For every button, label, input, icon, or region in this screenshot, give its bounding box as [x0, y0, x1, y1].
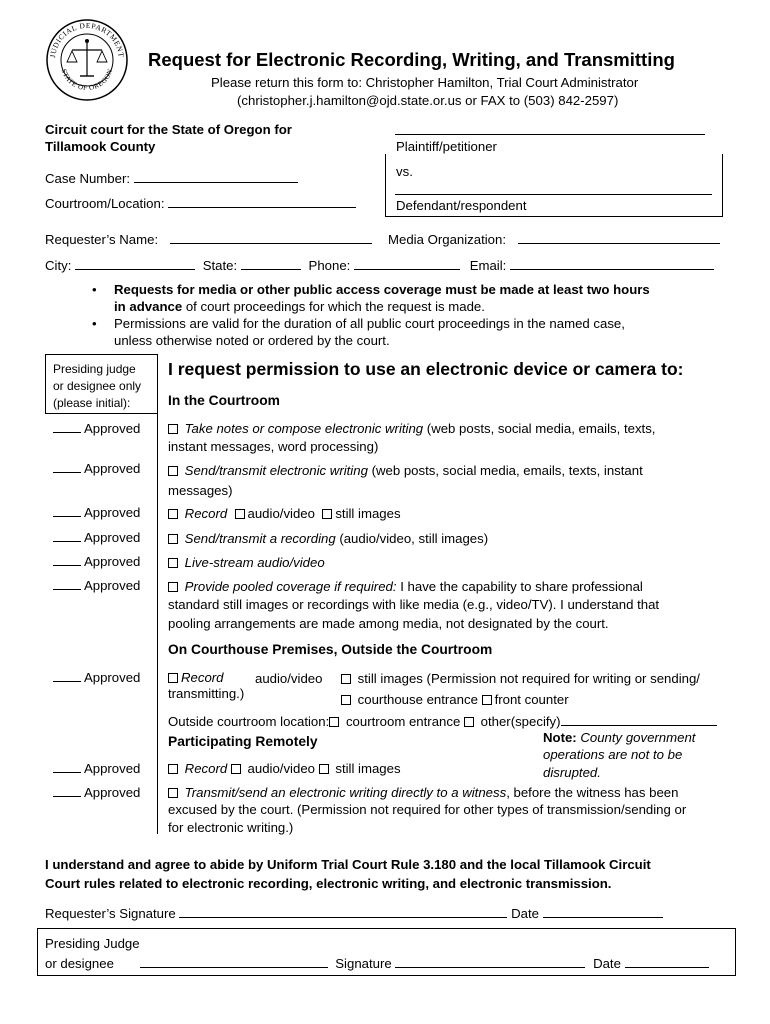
media-org-label: Media Organization: — [388, 232, 507, 247]
checkbox-still-images[interactable] — [341, 674, 351, 684]
row-take-notes-italic: Take notes or compose electronic writing — [184, 421, 424, 436]
approved-p1-blank[interactable] — [53, 670, 81, 682]
approved-r4[interactable] — [53, 530, 140, 545]
phone-label: Phone: — [308, 258, 351, 273]
row-livestream-italic: Live-stream audio/video — [184, 555, 325, 570]
approved-r4-blank[interactable] — [53, 530, 81, 542]
row-take-notes — [168, 421, 655, 436]
courthouse-entrance-text: courthouse entrance — [357, 692, 478, 707]
oregon-judicial-seal — [45, 18, 129, 102]
bullet-1-bold: in advance — [114, 299, 183, 314]
remote-transmit-italic: Transmit/send an electronic writing directly to a witness — [184, 785, 507, 800]
premises-record — [168, 670, 224, 685]
row-pooled-italic: Provide pooled coverage if required: — [184, 579, 397, 594]
pj-signature-label: Signature — [335, 956, 392, 971]
checkbox-courthouse-entrance[interactable] — [341, 695, 351, 705]
approved-label: Approved — [83, 670, 141, 685]
checkbox-courtroom-entrance[interactable] — [329, 717, 339, 727]
state-label: State: — [202, 258, 238, 273]
pj-signature-field[interactable] — [395, 956, 585, 968]
other-specify-text: other(specify) — [480, 714, 561, 729]
approved-r2[interactable] — [53, 461, 140, 476]
plaintiff-line[interactable] — [395, 134, 705, 135]
approved-label: Approved — [83, 785, 141, 800]
bullet-2-line2: unless otherwise noted or ordered by the court. — [114, 333, 390, 348]
requester-name-label: Requester’s Name: — [45, 232, 159, 247]
row-pooled — [168, 579, 643, 594]
checkbox[interactable] — [168, 764, 178, 774]
row-record-still: still images — [335, 506, 401, 521]
requester-signature-label: Requester’s Signature — [45, 906, 176, 921]
pj-name-field[interactable] — [140, 956, 328, 968]
contact-info: (christopher.j.hamilton@ojd.state.or.us or FAX to (503) 842-2597) — [237, 93, 619, 108]
judge-col-l2: or designee only — [53, 379, 142, 393]
row-send-recording-rest: (audio/video, still images) — [335, 531, 489, 546]
approved-r6[interactable] — [53, 578, 140, 593]
judge-col-l1: Presiding judge — [53, 362, 136, 376]
note-line1 — [543, 730, 695, 745]
media-org-field[interactable] — [518, 232, 720, 244]
city-label: City: — [45, 258, 72, 273]
front-counter-text: front counter — [494, 692, 569, 707]
note-line2: operations are not to be — [543, 747, 683, 762]
case-number-field[interactable] — [134, 171, 298, 183]
court-name-line1: Circuit court for the State of Oregon for — [45, 122, 292, 137]
courtroom-entrance-text: courtroom entrance — [345, 714, 461, 729]
row-record — [168, 506, 401, 521]
phone-field[interactable] — [354, 258, 460, 270]
premises-transmitting: transmitting.) — [168, 686, 245, 701]
approved-rm2-blank[interactable] — [53, 785, 81, 797]
case-number-text: Case Number: — [45, 171, 131, 186]
pj-date-field[interactable] — [625, 956, 709, 968]
checkbox-other[interactable] — [464, 717, 474, 727]
pj-date-label: Date — [593, 956, 621, 971]
approved-rm2[interactable] — [53, 785, 140, 800]
bullet-1-line2 — [114, 299, 485, 314]
column-divider — [157, 354, 158, 834]
email-label: Email: — [469, 258, 507, 273]
checkbox[interactable] — [168, 424, 178, 434]
courtroom-text: Courtroom/Location: — [45, 196, 165, 211]
approved-rm1-blank[interactable] — [53, 761, 81, 773]
pj-label-2 — [45, 956, 709, 971]
checkbox[interactable] — [168, 582, 178, 592]
approved-r5[interactable] — [53, 554, 140, 569]
bullet-1-rest: of court proceedings for which the request is made. — [182, 299, 485, 314]
city-field[interactable] — [75, 258, 195, 270]
requester-name-row — [45, 232, 372, 247]
form-title: Request for Electronic Recording, Writing, and Transmitting — [148, 49, 675, 70]
approved-r3[interactable] — [53, 505, 140, 520]
requester-date-field[interactable] — [543, 906, 663, 918]
parties-box — [385, 154, 723, 217]
note-line3: disrupted. — [543, 765, 601, 780]
pj-designee-text: or designee — [45, 956, 114, 971]
checkbox[interactable] — [168, 788, 178, 798]
premises-still — [341, 671, 700, 686]
remote-av: audio/video — [247, 761, 315, 776]
bullet-2-line1: Permissions are valid for the duration of all public court proceedings in the named case, — [114, 316, 625, 331]
approved-p1[interactable] — [53, 670, 140, 685]
judge-col-l3: (please initial): — [53, 396, 131, 410]
other-specify-field[interactable] — [561, 714, 717, 726]
approved-r3-blank[interactable] — [53, 505, 81, 517]
premises-entrance — [341, 692, 569, 707]
requester-date-label: Date — [511, 906, 539, 921]
state-field[interactable] — [241, 258, 301, 270]
plaintiff-label: Plaintiff/petitioner — [396, 139, 497, 154]
checkbox[interactable] — [168, 534, 178, 544]
checkbox[interactable] — [168, 509, 178, 519]
on-premises-heading: On Courthouse Premises, Outside the Courtroom — [168, 642, 493, 657]
svg-text:JUDICIAL DEPARTMENT: JUDICIAL DEPARTMENT — [48, 20, 126, 59]
return-instructions: Please return this form to: Christopher Hamilton, Trial Court Administrator — [211, 75, 639, 90]
row-take-notes-line2: instant messages, word processing) — [168, 439, 379, 454]
row-record-italic: Record — [184, 506, 228, 521]
checkbox[interactable] — [168, 558, 178, 568]
note-text-1: County government — [576, 730, 696, 745]
vs-label: vs. — [396, 164, 413, 179]
case-number-label — [45, 171, 298, 186]
premises-still-text: still images (Permission not required for writing or sending/ — [357, 671, 700, 686]
requester-signature-field[interactable] — [179, 906, 507, 918]
remote-heading: Participating Remotely — [168, 734, 318, 749]
remote-transmit-line2: excused by the court. (Permission not required for other types of transmission/sending or — [168, 802, 687, 817]
bullet-dot-1: • — [92, 282, 97, 297]
approved-label: Approved — [83, 761, 141, 776]
approved-r1-blank[interactable] — [53, 421, 81, 433]
checkbox-audio-video[interactable] — [235, 509, 245, 519]
row-send-recording — [168, 531, 488, 546]
remote-transmit — [168, 785, 678, 800]
approved-r2-blank[interactable] — [53, 461, 81, 473]
row-livestream — [168, 555, 325, 570]
row-send-writing-line2: messages) — [168, 483, 233, 498]
remote-record — [168, 761, 401, 776]
in-courtroom-heading: In the Courtroom — [168, 393, 280, 408]
outside-location-label: Outside courtroom location: — [168, 714, 330, 729]
email-field[interactable] — [510, 258, 714, 270]
approved-label: Approved — [83, 554, 141, 569]
approved-label: Approved — [83, 461, 141, 476]
row-send-writing-italic: Send/transmit electronic writing — [184, 463, 368, 478]
city-row — [45, 258, 714, 273]
svg-text:STATE OF OREGON: STATE OF OREGON — [59, 67, 115, 93]
approved-r1[interactable] — [53, 421, 140, 436]
requester-signature-row — [45, 906, 663, 921]
courtroom-label — [45, 196, 356, 211]
approved-label: Approved — [83, 505, 141, 520]
checkbox[interactable] — [168, 466, 178, 476]
row-pooled-line3: pooling arrangements are made among media, not designated by the court. — [168, 616, 609, 631]
checkbox-still-images[interactable] — [319, 764, 329, 774]
defendant-label: Defendant/respondent — [396, 198, 527, 213]
row-take-notes-rest: (web posts, social media, emails, texts, — [423, 421, 656, 436]
courtroom-field[interactable] — [168, 196, 356, 208]
remote-record-italic: Record — [184, 761, 228, 776]
requester-name-field[interactable] — [170, 232, 372, 244]
agreement-line1: I understand and agree to abide by Uniform Trial Court Rule 3.180 and the local Tillamook Circuit — [45, 857, 651, 872]
checkbox-audio-video[interactable] — [231, 764, 241, 774]
premises-record-italic: Record — [181, 670, 224, 685]
bullet-1-line1: Requests for media or other public access coverage must be made at least two hours — [114, 282, 650, 297]
checkbox-still-images[interactable] — [322, 509, 332, 519]
row-pooled-line2: standard still images or recordings with like media (e.g., video/TV). I understand that — [168, 597, 660, 612]
approved-label: Approved — [83, 421, 141, 436]
pj-label-1: Presiding Judge — [45, 936, 140, 951]
approved-label: Approved — [83, 530, 141, 545]
row-record-av: audio/video — [247, 506, 315, 521]
checkbox-front-counter[interactable] — [482, 695, 492, 705]
bullet-dot-2: • — [92, 316, 97, 331]
section-heading: I request permission to use an electronic device or camera to: — [168, 359, 684, 379]
row-send-writing-rest: (web posts, social media, emails, texts, instant — [367, 463, 643, 478]
row-send-writing — [168, 463, 643, 478]
row-send-recording-italic: Send/transmit a recording — [184, 531, 336, 546]
premises-outside — [168, 714, 717, 729]
approved-rm1[interactable] — [53, 761, 140, 776]
row-pooled-rest: I have the capability to share professional — [396, 579, 643, 594]
remote-transmit-rest: , before the witness has been — [506, 785, 679, 800]
approved-r6-blank[interactable] — [53, 578, 81, 590]
remote-transmit-line3: for electronic writing.) — [168, 820, 294, 835]
court-name-line2: Tillamook County — [45, 139, 156, 154]
checkbox[interactable] — [168, 673, 178, 683]
remote-still: still images — [335, 761, 401, 776]
approved-r5-blank[interactable] — [53, 554, 81, 566]
agreement-line2: Court rules related to electronic recording, electronic writing, and electronic transmission. — [45, 876, 612, 891]
premises-av: audio/video — [255, 671, 323, 686]
note-label: Note: — [543, 730, 577, 745]
media-org-row — [388, 232, 720, 247]
approved-label: Approved — [83, 578, 141, 593]
